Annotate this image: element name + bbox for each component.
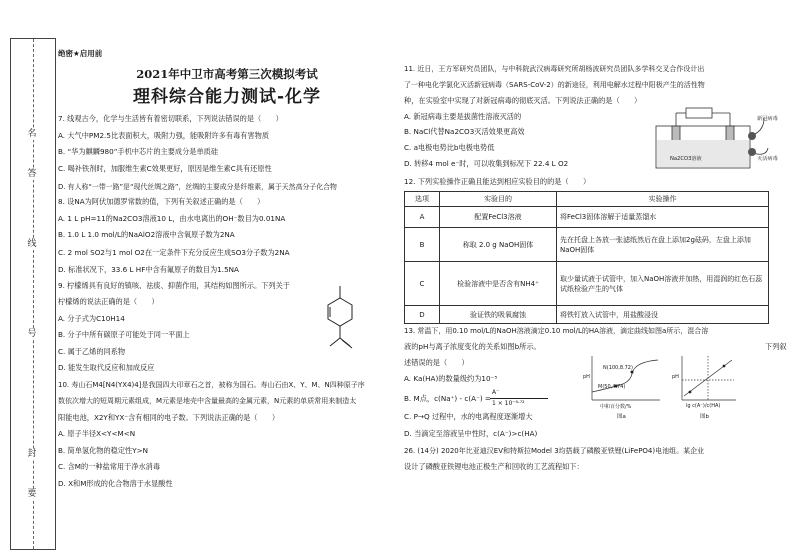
option-13a: A. Ka(HA)的数量级约为10⁻⁵ [404,374,498,383]
figure-b-caption: 图b [700,414,709,420]
question-10: 10. 寿山石M4[N4(YX4)4]是我国四大印章石之首，被称为国石。寿山石由X、Y、M、N四种原子序 [58,381,365,389]
option-9d: D. 能发生取代反应和加成反应 [58,363,155,372]
question-11-cont1: 了一种电化学氯化灭活新冠病毒（SARS-CoV-2）的新途径，利用电解水过程中阳极产生的活性物 [404,81,705,89]
point-m-label: M(50,4.74) [598,384,626,390]
option-13b-fraction-numerator: A⁻ [492,389,500,396]
question-7: 7. 线观古今，化学与生活皆有着密切联系，下列说法错误的是（ ） [58,114,283,123]
figure-a-caption: 图a [617,414,626,420]
option-13b: B. M点，c(Na⁺) - c(A⁻) = [404,394,491,403]
question-13-cont2: 述错误的是（ ） [404,358,469,367]
limonene-structure-figure [318,284,362,358]
binding-dashed-line [33,39,34,549]
table-cell: D [405,306,440,324]
experiment-table [404,191,769,324]
question-9-cont: 柠檬烯的说法正确的是（ ） [58,297,159,306]
question-13: 13. 常温下，用0.10 mol/L的NaOH溶液滴定0.10 mol/L的HA溶液，滴定曲线如图a所示，混合溶 [404,327,709,335]
question-11: 11. 近日，王方军研究员团队，与中科院武汉病毒研究所胡杨波研究员团队多学科交叉合作设计出 [404,65,705,73]
point-n-label: N(100,8.72) [603,365,633,371]
table-row [405,306,769,324]
table-cell: 先在托盘上各放一张滤纸然后在盘上添加2g砝码，左盘上添加NaOH固体 [557,228,769,262]
question-13-cont1: 液的pH与离子浓度变化的关系如图b所示。 [404,342,541,351]
table-cell: C [405,262,440,306]
binding-label: 号 [25,329,39,340]
binding-strip [10,38,56,550]
option-11c: C. a电极电势比b电极电势低 [404,143,495,152]
svg-text:pH: pH [672,374,679,380]
table-cell: A [405,207,440,228]
table-header: 选项 [405,192,440,207]
table-cell: B [405,228,440,262]
question-26: 26. (14分) 2020年比亚迪汉EV和特斯拉Model 3均搭载了磷酸亚铁锂(LiFePO4)电池组。某企业 [404,447,705,455]
binding-label: 线 [25,239,39,250]
question-26-cont: 设计了磷酸亚铁锂电池正极生产和回收的工艺流程如下： [404,462,584,471]
table-header: 实验操作 [557,192,769,207]
option-8a: A. 1 L pH=11的Na2CO3溶液10 L，由水电离出的OH⁻数目为0.01NA [58,214,286,223]
ph-ratio-figure-b [670,352,740,410]
table-row [405,228,769,262]
question-9: 9. 柠檬烯具有良好的镇咳、祛痰、抑菌作用，其结构如图所示。下列关于 [58,281,290,290]
question-10-cont2: 阳能电池，X2Y和YX⁻含有相同的电子数。下列说法正确的是（ ） [58,413,280,422]
table-cell: 检验溶液中是否含有NH4⁺ [440,262,557,306]
option-13d: D. 当滴定至溶液呈中性时，c(A⁻)>c(HA) [404,429,538,438]
option-9a: A. 分子式为C10H14 [58,314,125,323]
question-10-cont1: 数依次增大的短周期元素组成，M元素是地壳中含量最高的金属元素，N元素的单质常用来制造太 [58,397,357,405]
option-8c: C. 2 mol SO2与1 mol O2在一定条件下充分反应生成SO3分子数为2NA [58,248,290,257]
question-11-cont2: 种，在实验室中实现了对新冠病毒的彻底灭活。下列说法正确的是（ ） [404,96,642,105]
option-10c: C. 含M的一种盐常用于净水消毒 [58,462,161,471]
option-11a: A. 新冠病毒主要是拔菌性溶液灭活的 [404,112,522,121]
option-11d: D. 转移4 mol e⁻时，可以收集到标况下 22.4 L O2 [404,159,569,168]
fraction-bar [490,398,548,399]
option-9b: B. 分子中所有碳原子可能处于同一平面上 [58,330,190,339]
table-row [405,207,769,228]
titration-curve-figure-a [580,352,662,410]
option-7c: C. 喝补铁剂时，加服维生素C效果更好，原因是维生素C具有还原性 [58,164,272,173]
option-10b: B. 简单氢化物的稳定性Y>N [58,446,148,455]
option-7a: A. 大气中PM2.5比表面积大，吸附力强，能吸附许多有毒有害物质 [58,131,270,140]
table-cell: 将FeCl3固体溶解于适量蒸馏水 [557,207,769,228]
table-cell: 称取 2.0 g NaOH固体 [440,228,557,262]
svg-text:pH: pH [583,374,590,380]
binding-label: 名 [25,129,39,140]
table-header: 实验目的 [440,192,557,207]
table-cell: 将铁钉放入试管中，用盐酸浸没 [557,306,769,324]
table-cell: 验证铁的吸氧腐蚀 [440,306,557,324]
binding-label: 要 [25,489,39,500]
question-12: 12. 下列实验操作正确且能达到相应实验目的的是（ ） [404,177,591,186]
option-10a: A. 原子半径X<Y<M<N [58,429,136,438]
table-cell: 配置FeCl3溶液 [440,207,557,228]
question-8: 8. 设NA为阿伏加德罗常数的值，下列有关叙述正确的是（ ） [58,197,265,206]
option-9c: C. 属于乙烯的同系物 [58,347,126,356]
option-10d: D. X和M形成的化合物溶于水显酸性 [58,479,173,488]
binding-label: 封 [25,449,39,460]
cell-label-virus: 新冠病毒 [757,116,778,122]
option-7b: B. “华为麒麟980”手机中芯片的主要成分是单质硅 [58,147,219,156]
table-row [405,262,769,306]
option-13b-fraction: 1 × 10⁻⁸·⁷² [492,400,525,407]
option-8b: B. 1.0 L 1.0 mol/L的NaAlO2溶液中含氧原子数为2NA [58,230,235,239]
question-13-cont1b: 下列叙 [765,342,787,351]
option-8d: D. 标准状况下，33.6 L HF中含有氟原子的数目为1.5NA [58,265,239,274]
binding-label: 答 [25,169,39,180]
secret-label: 绝密★启用前 [58,49,103,58]
option-13c: C. P→Q 过程中，水的电离程度逐渐增大 [404,412,533,421]
option-11b: B. NaCl代替Na2CO3灭活效果更高效 [404,127,525,136]
exam-title: 2021年中卫市高考第三次模拟考试 [136,67,318,81]
axis-label-b: lg c(A⁻)/c(HA) [686,403,721,409]
cell-label-solution: Na2CO3溶液 [670,156,702,162]
table-cell: 取少量试液于试管中，加入NaOH溶液并加热，用湿润的红色石蕊试纸检验产生的气体 [557,262,769,306]
cell-label-inactive: 灭活病毒 [757,156,778,162]
axis-label-a: 中和百分数/% [600,404,632,410]
option-7d: D. 有人称“一带一路”是“现代丝绸之路”，丝绸的主要成分是纤维素，属于天然高分子化合物 [58,183,337,191]
exam-subtitle: 理科综合能力测试-化学 [132,87,322,107]
